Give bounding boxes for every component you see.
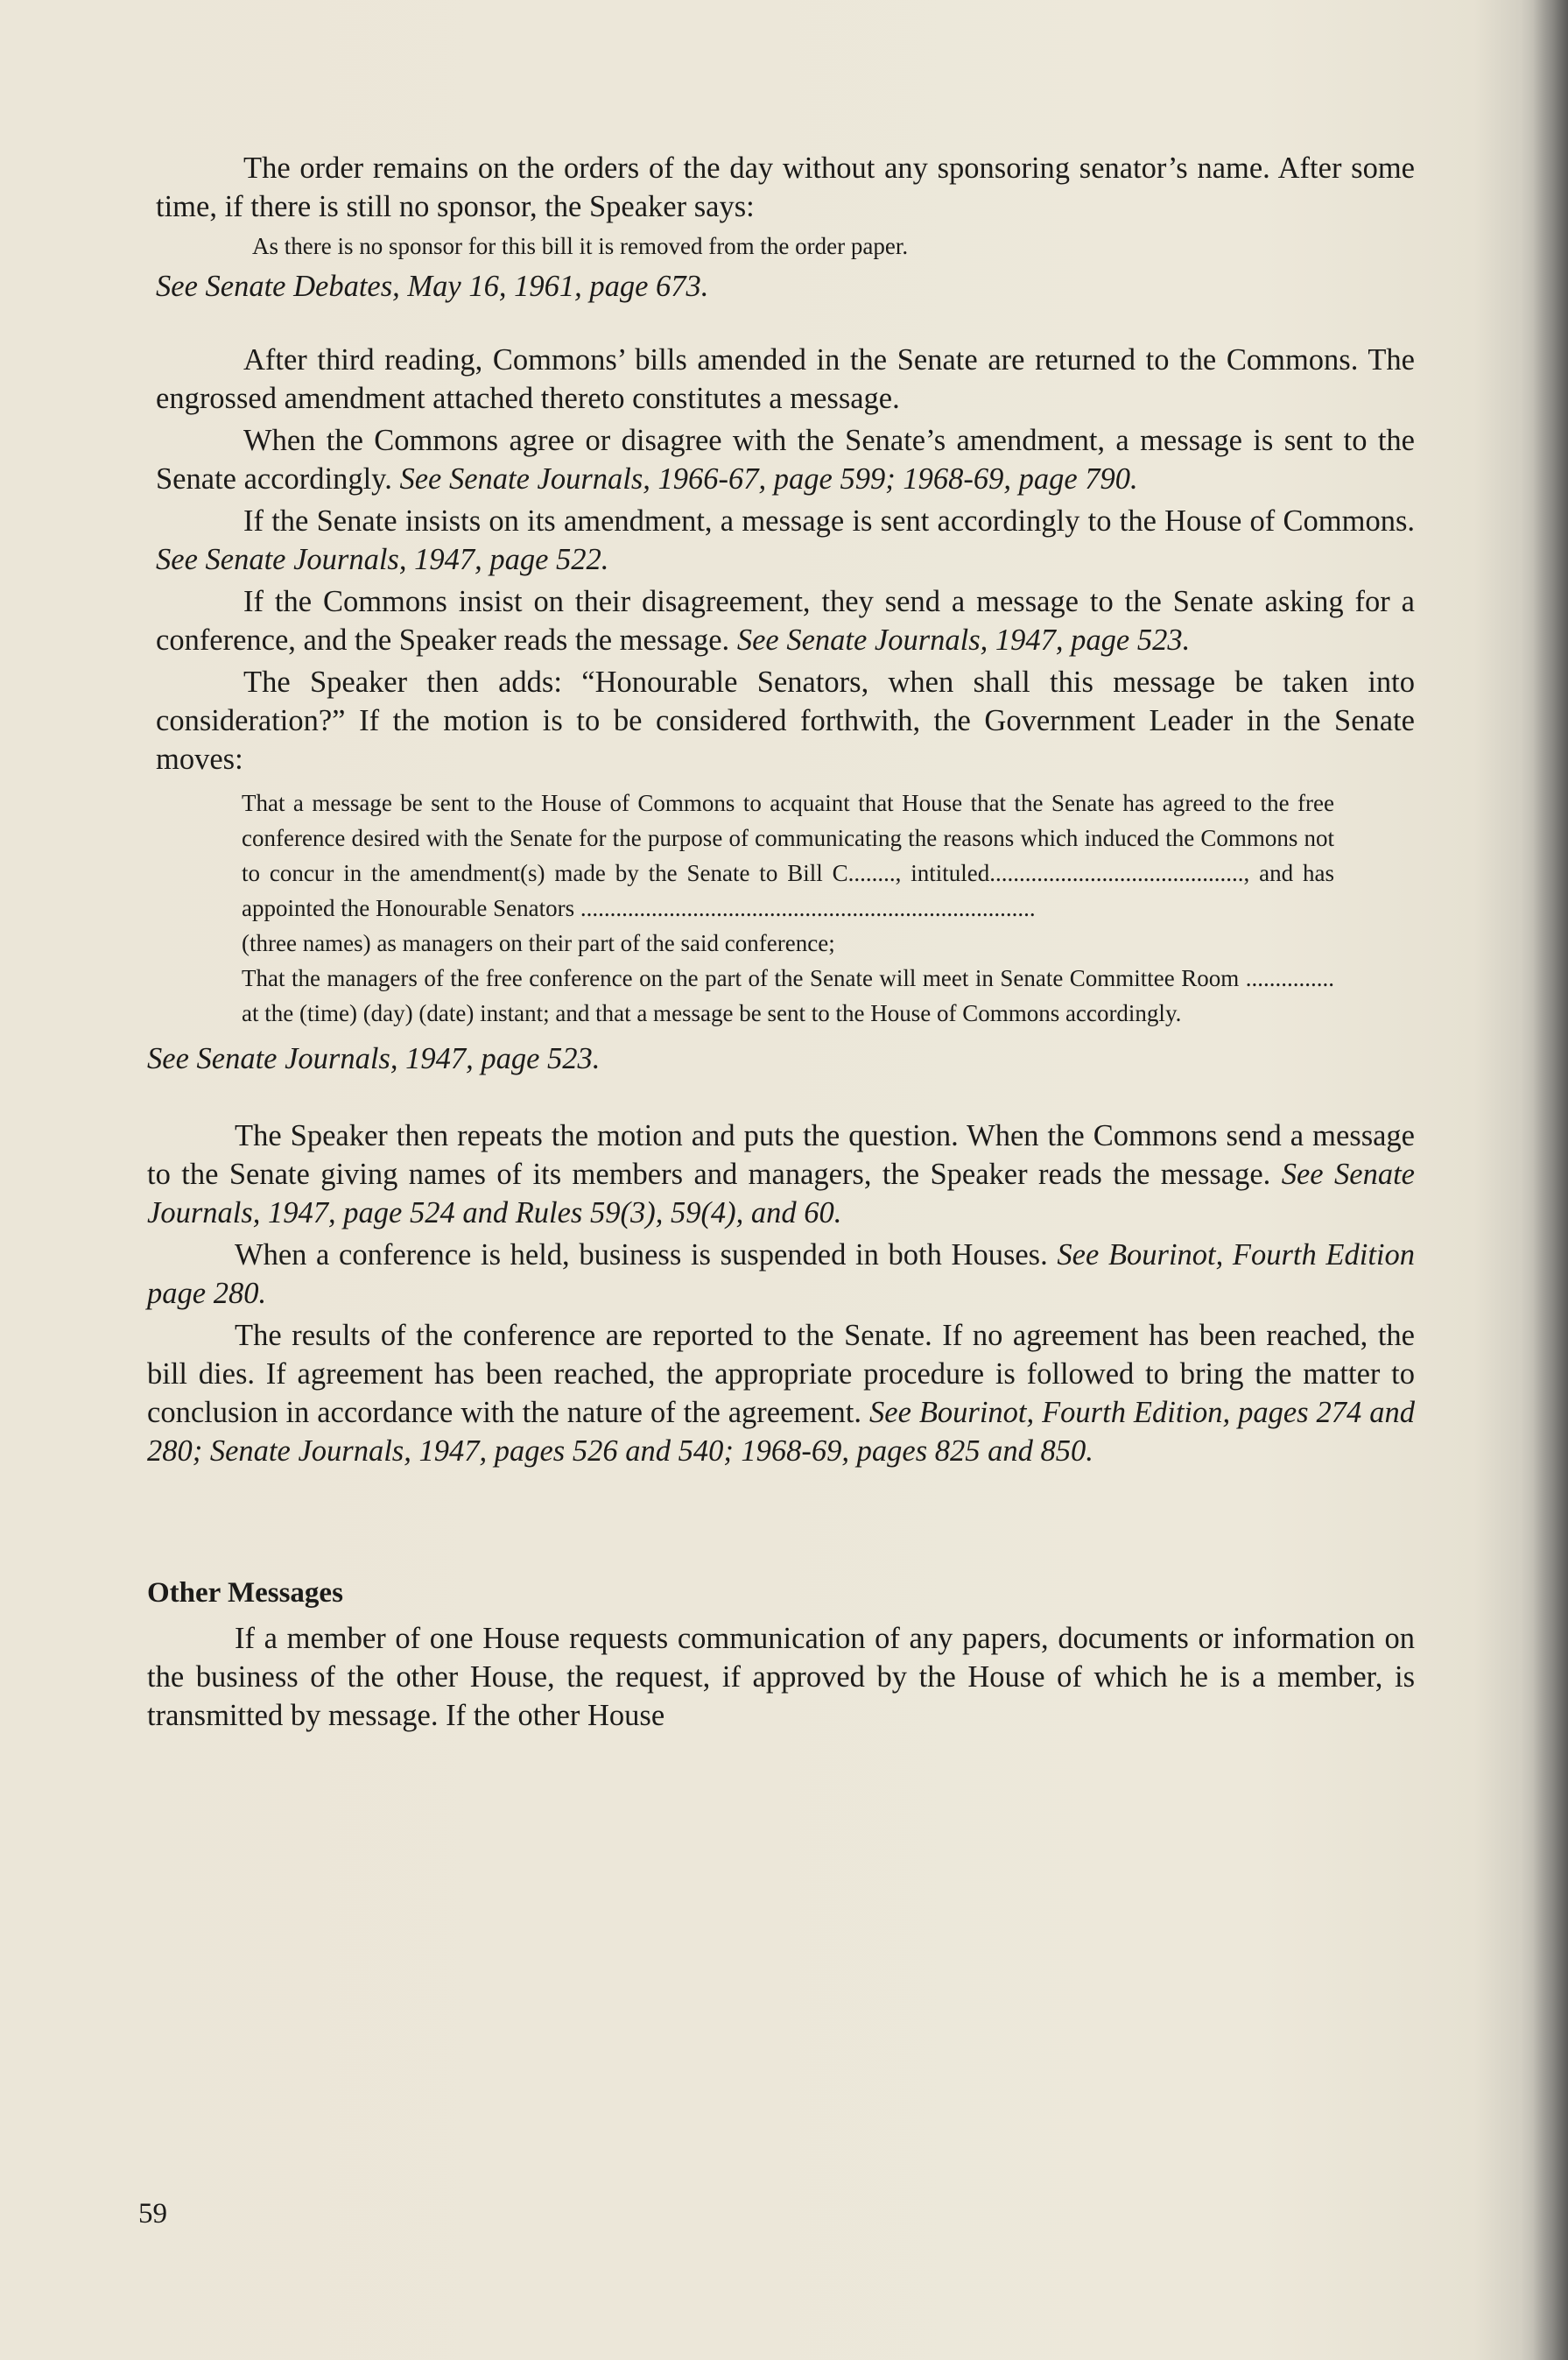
- paragraph-6: The Speaker then adds: “Honourable Senators, when shall this message be taken into consideration?” If the motion is to be considered forthwith, the Government Leader in the Senate moves:: [156, 666, 1415, 776]
- motion-text: [242, 785, 1334, 1031]
- page-edge-shadow: [1533, 0, 1568, 2360]
- paragraph-9: [147, 1316, 1415, 1470]
- paragraph-3-citation: See Senate Journals, 1966-67, page 599; 1968-69, page 790.: [399, 462, 1138, 496]
- paragraph-2: After third reading, Commons’ bills amended in the Senate are returned to the Commons. The engrossed amendment attached thereto constitutes a message.: [156, 343, 1415, 415]
- paragraph-4-citation: See Senate Journals, 1947, page 522.: [156, 543, 609, 576]
- paragraph-7-citation: See Senate Journals, 1947, page 524 and Rules 59(3), 59(4), and 60.: [147, 1158, 1415, 1229]
- paragraph-8: [147, 1236, 1415, 1313]
- paragraph-4-text: If the Senate insists on its amendment, a message is sent accordingly to the House of Commons.: [243, 504, 1415, 538]
- paragraph-5-citation: See Senate Journals, 1947, page 523.: [736, 623, 1191, 657]
- citation-senate-debates: See Senate Debates, May 16, 1961, page 673.: [156, 270, 709, 303]
- paragraph-1: The order remains on the orders of the day without any sponsoring senator’s name. After some time, if there is still no sponsor, the Speaker says:: [156, 151, 1415, 223]
- citation-senate-journals-523: See Senate Journals, 1947, page 523.: [147, 1042, 601, 1075]
- page-number: 59: [138, 2198, 167, 2230]
- paragraph-5: [156, 582, 1415, 659]
- paragraph-8-citation: See Bourinot, Fourth Edition page 280.: [147, 1238, 1415, 1310]
- paragraph-5-text: If the Commons insist on their disagreement, they send a message to the Senate asking for a conference, and the Speaker reads the message.: [156, 585, 1415, 657]
- section-heading: Other Messages: [147, 1577, 343, 1609]
- paragraph-3-text: When the Commons agree or disagree with the Senate’s amendment, a message is sent to the Senate accordingly.: [156, 424, 1415, 496]
- paragraph-7-text: The Speaker then repeats the motion and puts the question. When the Commons send a message to the Senate giving names of its members and managers, the Speaker reads the message.: [147, 1119, 1415, 1191]
- paragraph-9-text: The results of the conference are reported to the Senate. If no agreement has been reached, the bill dies. If agreement has been reached, the appropriate procedure is followed to bring the matter to conclusion in accordance with the nature of the agreement.: [147, 1319, 1415, 1429]
- paragraph-4: [156, 502, 1415, 579]
- motion-paragraph-1: That a message be sent to the House of Commons to acquaint that House that the Senate has agreed to the free conference desired with the Senate for the purpose of communicating the reasons which induced the Commons not to concur in the amendment(s) made by the Senate to Bill C........, intituled..........................................., and has appointed the Honourable Senators .............................................................................: [242, 790, 1334, 921]
- paragraph-3: [156, 421, 1415, 498]
- paragraph-8-text: When a conference is held, business is suspended in both Houses.: [235, 1238, 1058, 1272]
- motion-paragraph-3: That the managers of the free conference on the part of the Senate will meet in Senate Committee Room ............... at the (time) (day) (date) instant; and that a message be sent to the House of Commons accordingly.: [242, 965, 1334, 1026]
- motion-paragraph-2: (three names) as managers on their part of the said conference;: [242, 930, 835, 956]
- quoted-speaker-statement: As there is no sponsor for this bill it is removed from the order paper.: [252, 233, 909, 259]
- paragraph-7: [147, 1117, 1415, 1232]
- paragraph-9-citation: See Bourinot, Fourth Edition, pages 274 and 280; Senate Journals, 1947, pages 526 and 540; 1968-69, pages 825 and 850.: [147, 1396, 1416, 1468]
- paragraph-10: If a member of one House requests communication of any papers, documents or information on the business of the other House, the request, if approved by the House of which he is a member, is transmitted by message. If the other House: [147, 1622, 1415, 1732]
- page-body: [147, 149, 1415, 1735]
